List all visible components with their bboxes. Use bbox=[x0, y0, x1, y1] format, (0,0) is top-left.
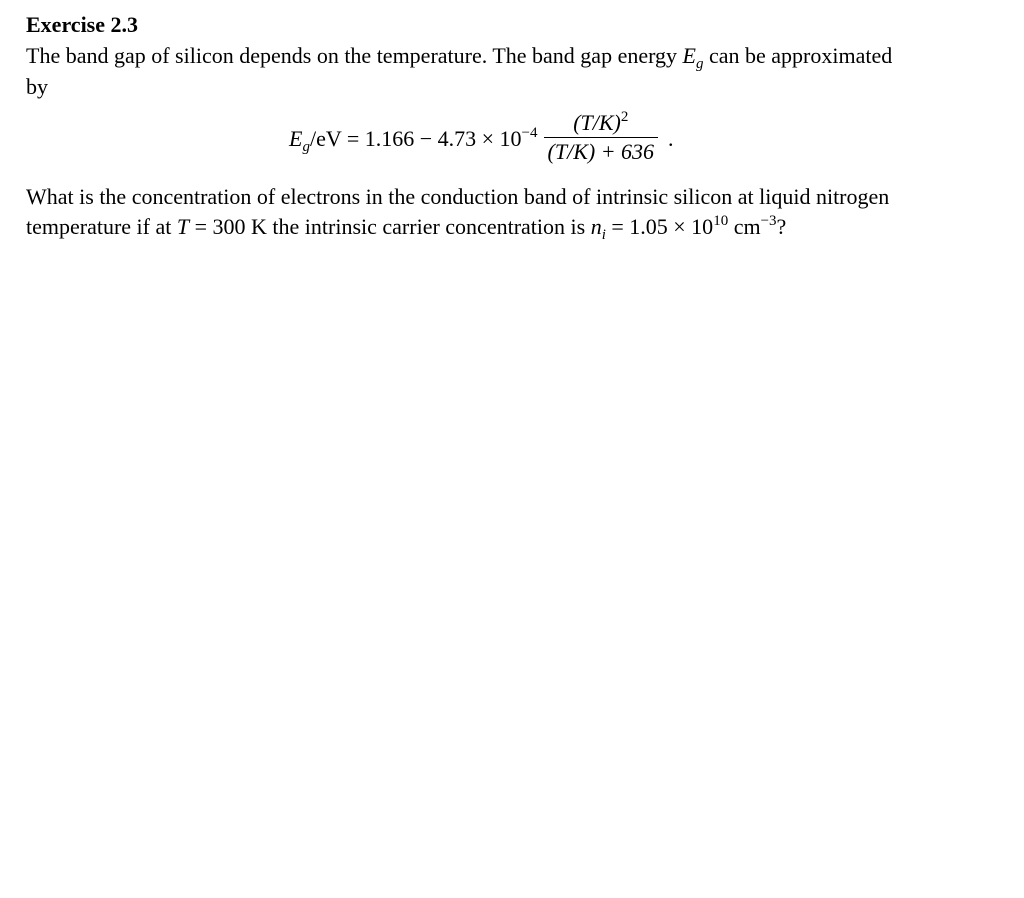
question-unit: cm bbox=[733, 214, 761, 239]
question-exp: 10 bbox=[713, 213, 729, 229]
equation-fraction bbox=[544, 110, 659, 165]
exercise-title: Exercise 2.3 bbox=[26, 12, 139, 37]
equation-terminator: . bbox=[668, 125, 674, 151]
exercise-block bbox=[26, 10, 1011, 242]
equation-lhs-sub: g bbox=[302, 138, 310, 155]
exercise-question bbox=[26, 182, 1011, 242]
equation-lhs-symbol: E bbox=[289, 125, 303, 151]
band-gap-equation bbox=[26, 102, 1011, 182]
question-n-sub: i bbox=[601, 227, 606, 243]
question-line2-b: = 300 K the intrinsic carrier concentration is bbox=[194, 214, 586, 239]
intro-tail: can be approximated bbox=[708, 43, 893, 68]
exercise-intro bbox=[26, 40, 1011, 102]
equation-numerator-exp: 2 bbox=[620, 109, 629, 125]
equation-lhs-rest: /eV = 1.166 − 4.73 × 10 bbox=[309, 125, 522, 151]
question-line2-a: temperature if at bbox=[26, 214, 172, 239]
equation-exponent: −4 bbox=[521, 124, 538, 141]
question-temperature-symbol: T bbox=[176, 214, 190, 239]
question-n-symbol: n bbox=[590, 214, 602, 239]
equation-denominator: (T/K) + 636 bbox=[547, 139, 655, 164]
intro-text: The band gap of silicon depends on the temperature. The band gap energy bbox=[26, 43, 678, 68]
intro-symbol-sub: g bbox=[695, 56, 704, 72]
equation-lhs bbox=[289, 124, 538, 155]
question-line2-c: = 1.05 × 10 bbox=[611, 214, 714, 239]
intro-symbol: E bbox=[682, 43, 696, 68]
question-line1: What is the concentration of electrons in the conduction band of intrinsic silicon at liquid nitrogen bbox=[26, 184, 890, 209]
question-end: ? bbox=[776, 214, 787, 239]
equation-numerator: $(T/K)^2$ bbox=[573, 109, 629, 135]
question-unit-exp: −3 bbox=[760, 213, 777, 229]
intro-tail-by: by bbox=[26, 74, 48, 99]
